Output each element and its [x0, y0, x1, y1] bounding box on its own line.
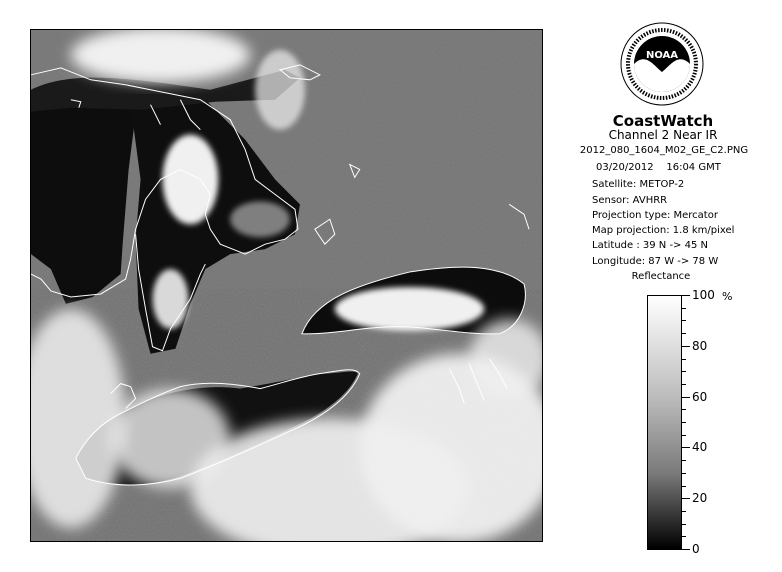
colorbar-tick	[682, 549, 690, 550]
colorbar-tick-label: 80	[692, 339, 708, 353]
colorbar-tick	[682, 460, 686, 461]
colorbar-tick	[682, 435, 686, 436]
channel-label: Channel 2 Near IR	[608, 128, 718, 142]
latitude-range: Latitude : 39 N -> 45 N	[592, 240, 708, 251]
colorbar-tick	[682, 486, 686, 487]
colorbar-tick-label: 40	[692, 440, 708, 454]
noaa-logo	[620, 22, 704, 106]
colorbar-unit: %	[722, 290, 733, 303]
colorbar-tick	[682, 524, 686, 525]
app-title: CoastWatch	[612, 112, 714, 130]
satellite-info: Satellite: METOP-2	[592, 179, 685, 190]
sensor-info: Sensor: AVHRR	[592, 195, 668, 206]
colorbar-tick	[682, 511, 686, 512]
colorbar-tick-label: 100	[692, 288, 715, 302]
colorbar-tick	[682, 473, 686, 474]
colorbar-tick	[682, 409, 686, 410]
colorbar-tick	[682, 359, 686, 360]
colorbar-tick	[682, 422, 686, 423]
colorbar-tick	[682, 295, 690, 296]
datetime: 03/20/2012 16:04 GMT	[596, 162, 721, 173]
colorbar-tick	[682, 333, 686, 334]
map-projection: Map projection: 1.8 km/pixel	[592, 225, 735, 236]
colorbar-tick	[682, 320, 686, 321]
satellite-image	[30, 29, 543, 542]
colorbar-title: Reflectance	[631, 271, 691, 282]
colorbar-tick-label: 0	[692, 542, 700, 556]
colorbar	[647, 295, 682, 550]
colorbar-tick	[682, 346, 690, 347]
colorbar-tick	[682, 447, 690, 448]
colorbar-tick	[682, 308, 686, 309]
projection-type: Projection type: Mercator	[592, 210, 718, 221]
colorbar-tick	[682, 498, 690, 499]
file-name: 2012_080_1604_M02_GE_C2.PNG	[579, 145, 749, 156]
colorbar-tick	[682, 384, 686, 385]
longitude-range: Longitude: 87 W -> 78 W	[592, 256, 719, 267]
colorbar-tick-label: 20	[692, 491, 708, 505]
colorbar-tick	[682, 536, 686, 537]
colorbar-tick-label: 60	[692, 390, 708, 404]
svg-text:NOAA: NOAA	[645, 50, 679, 61]
colorbar-tick	[682, 371, 686, 372]
colorbar-tick	[682, 397, 690, 398]
